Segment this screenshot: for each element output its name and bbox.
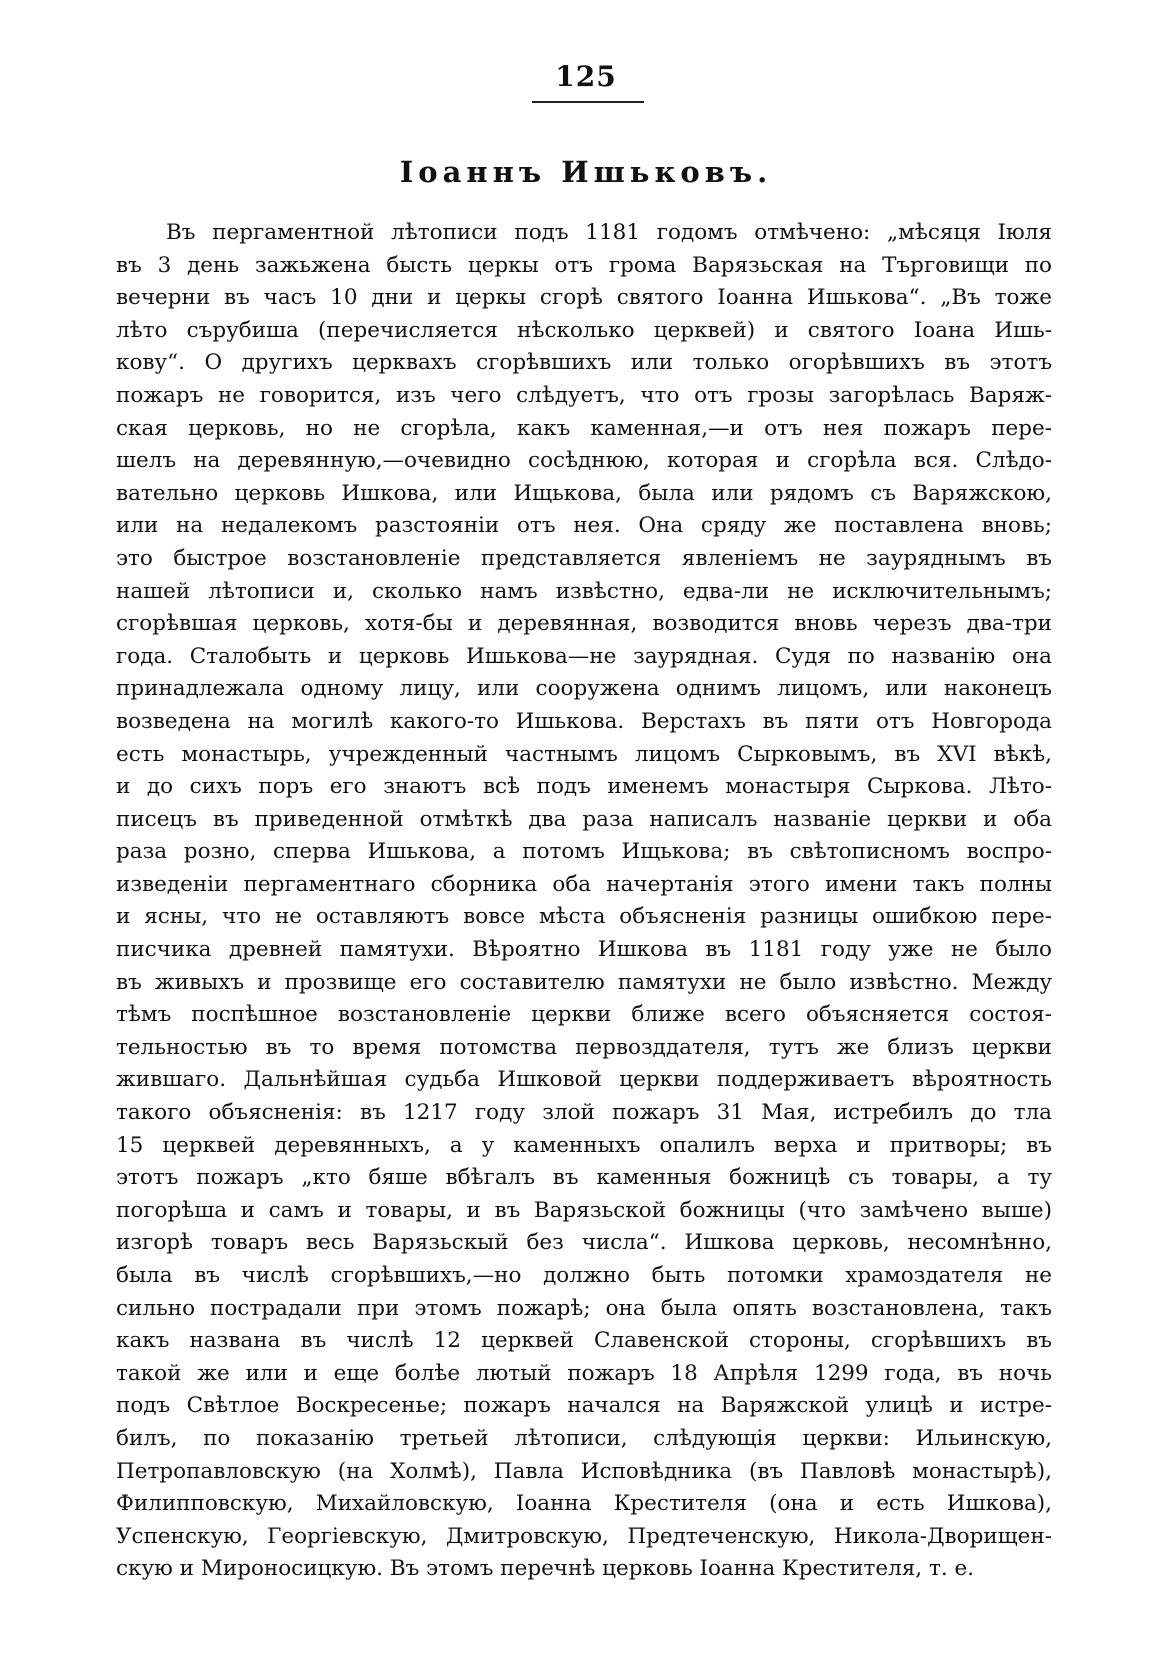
text-line: и ясны, что не оставляютъ вовсе мѣста объясненія разницы ошибкою пере- <box>116 904 1052 930</box>
text-line: ская церковь, но не сгорѣла, какъ каменная,—и отъ нея пожаръ пере- <box>116 415 1052 441</box>
text-line: подъ Свѣтлое Воскресенье; пожаръ начался на Варяжской улицѣ и истре- <box>116 1393 1052 1419</box>
text-line: это быстрое возстановленіе представляется явленіемъ не зауряднымъ въ <box>116 545 1052 571</box>
text-line: и до сихъ поръ его знаютъ всѣ подъ именемъ монастыря Сыркова. Лѣто- <box>116 774 1052 800</box>
text-line: тѣмъ поспѣшное возстановленіе церкви ближе всего объясняется состоя- <box>116 1002 1052 1028</box>
chapter-title: Іоаннъ Ишьковъ. <box>399 155 773 189</box>
text-line: Петропавловскую (на Холмѣ), Павла Исповѣдника (въ Павловѣ монастырѣ), <box>116 1458 1052 1484</box>
text-line: такой же или и еще болѣе лютый пожаръ 18 Апрѣля 1299 года, въ ночь <box>116 1360 1052 1386</box>
text-line: нашей лѣтописи и, сколько намъ извѣстно, едва-ли не исключительнымъ; <box>116 578 1052 604</box>
text-line: 15 церквей деревянныхъ, а у каменныхъ опалилъ верха и притворы; въ <box>116 1132 1052 1158</box>
text-line: скую и Мироносицкую. Въ этомъ перечнѣ церковь Іоанна Крестителя, т. е. <box>116 1556 975 1582</box>
text-line: Филипповскую, Михайловскую, Іоанна Крестителя (она и есть Ишкова), <box>116 1491 1052 1517</box>
text-line: въ 3 день зажьжена бысть церкы отъ грома Варязьская на Търговищи по <box>116 252 1052 278</box>
text-line: тельностью въ то время потомства первозддателя, тутъ же близъ церкви <box>116 1034 1052 1060</box>
text-line: пожаръ не говорится, изъ чего слѣдуетъ, что отъ грозы загорѣлась Варяж- <box>116 382 1052 408</box>
page-number: 125 <box>555 60 617 93</box>
text-line: этотъ пожаръ „кто бяше вбѣгалъ въ каменныя божницѣ съ товары, а ту <box>116 1165 1052 1191</box>
text-line: вечерни въ часъ 10 дни и церкы сгорѣ святого Іоанна Ишькова“. „Въ тоже <box>116 285 1052 311</box>
text-line: года. Сталобыть и церковь Ишькова—не заурядная. Судя по названію она <box>116 643 1052 669</box>
text-line: лѣто сърубиша (перечисляется нѣсколько церквей) и святого Іоана Ишь- <box>116 317 1052 343</box>
text-line: раза розно, сперва Ишькова, а потомъ Ищькова; въ свѣтописномъ воспро- <box>116 839 1052 865</box>
text-line: погорѣша и самъ и товары, и въ Варязьской божницы (что замѣчено выше) <box>116 1197 1052 1223</box>
text-line: есть монастырь, учрежденный частнымъ лицомъ Сырковымъ, въ XVI вѣкѣ, <box>116 741 1052 767</box>
text-line: Въ пергаментной лѣтописи подъ 1181 годомъ отмѣчено: „мѣсяця Іюля <box>166 220 1052 245</box>
text-line: въ живыхъ и прозвище его составителю памятухи не было извѣстно. Между <box>116 969 1052 995</box>
text-line: Успенскую, Георгіевскую, Дмитровскую, Предтеченскую, Никола-Дворищен- <box>116 1523 1052 1549</box>
text-line: изгорѣ товаръ весь Варязьскый без числа“. Ишкова церковь, несомнѣнно, <box>116 1230 1052 1256</box>
text-line: билъ, по показанію третьей лѣтописи, слѣдующія церкви: Ильинскую, <box>116 1425 1052 1451</box>
page-number-rule <box>532 101 644 103</box>
text-line: кову“. О другихъ церквахъ сгорѣвшихъ или только огорѣвшихъ въ этотъ <box>116 350 1052 376</box>
text-line: возведена на могилѣ какого-то Ишькова. Верстахъ въ пяти отъ Новгорода <box>116 708 1052 734</box>
text-line: сгорѣвшая церковь, хотя-бы и деревянная, возводится вновь черезъ два-три <box>116 611 1052 637</box>
text-line: сильно пострадали при этомъ пожарѣ; она была опять возстановлена, такъ <box>116 1295 1052 1321</box>
text-line: жившаго. Дальнѣйшая судьба Ишковой церкви поддерживаетъ вѣроятность <box>116 1067 1052 1093</box>
text-line: принадлежала одному лицу, или сооружена однимъ лицомъ, или наконецъ <box>116 676 1052 702</box>
text-line: какъ названа въ числѣ 12 церквей Славенской стороны, сгорѣвшихъ въ <box>116 1328 1052 1354</box>
text-line: писчика древней памятухи. Вѣроятно Ишкова въ 1181 году уже не было <box>116 937 1052 963</box>
text-line: изведеніи пергаментнаго сборника оба начертанія этого имени такъ полны <box>116 871 1052 897</box>
text-line: вательно церковь Ишкова, или Ищькова, была или рядомъ съ Варяжскою, <box>116 480 1052 506</box>
text-line: была въ числѣ сгорѣвшихъ,—но должно быть потомки храмоздателя не <box>116 1263 1052 1288</box>
text-line: шелъ на деревянную,—очевидно сосѣднюю, которая и сгорѣла вся. Слѣдо- <box>116 448 1052 474</box>
body-text <box>116 217 1052 1586</box>
text-line: такого объясненія: въ 1217 году злой пожаръ 31 Мая, истребилъ до тла <box>116 1100 1052 1126</box>
text-line: писецъ въ приведенной отмѣткѣ два раза написалъ названіе церкви и оба <box>116 806 1052 832</box>
text-line: или на недалекомъ разстояніи отъ нея. Она сряду же поставлена вновь; <box>116 513 1052 539</box>
